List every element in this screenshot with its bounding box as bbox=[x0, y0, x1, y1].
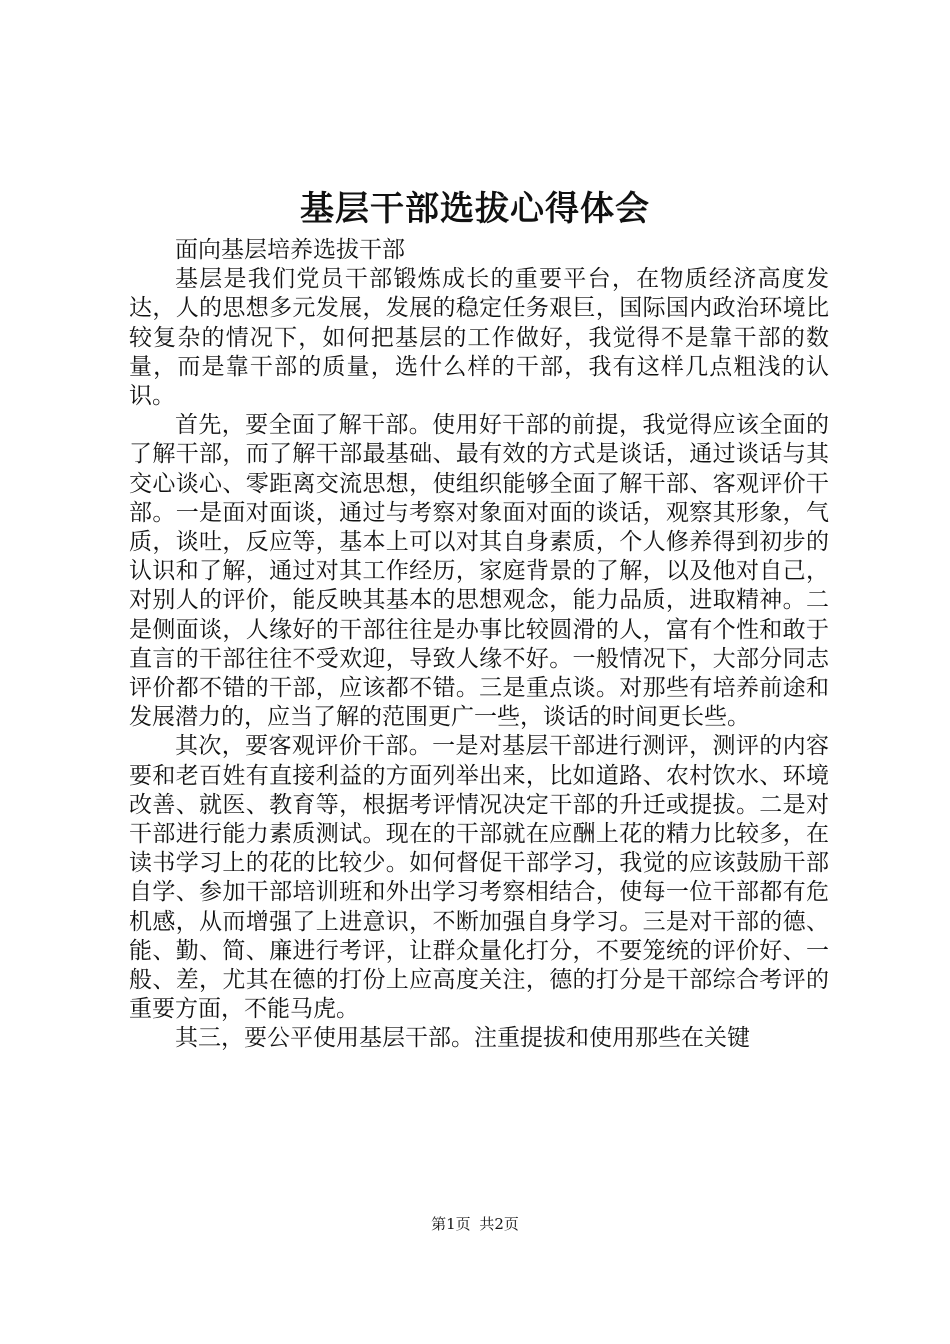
document-title: 基层干部选拔心得体会 bbox=[300, 189, 650, 229]
paragraph-intro: 基层是我们党员干部锻炼成长的重要平台，在物质经济高度发达，人的思想多元发展，发展的稳定任务艰巨，国际国内政治环境比较复杂的情况下，如何把基层的工作做好，我觉得不是靠干部的数量，而是靠干部的质量，选什么样的干部，我有这样几点粗浅的认识。 bbox=[129, 266, 829, 410]
page-footer bbox=[0, 1214, 950, 1234]
paragraph-subtitle: 面向基层培养选拔干部 bbox=[175, 237, 405, 263]
paragraph-first: 首先，要全面了解干部。使用好干部的前提，我觉得应该全面的了解干部，而了解干部最基础、最有效的方式是谈话，通过谈话与其交心谈心、零距离交流思想，使组织能够全面了解干部、客观评价干部。一是面对面谈，通过与考察对象面对面的谈话，观察其形象，气质，谈吐，反应等，基本上可以对其自身素质，个人修养得到初步的认识和了解，通过对其工作经历，家庭背景的了解，以及他对自己，对别人的评价，能反映其基本的思想观念，能力品质，进取精神。二是侧面谈，人缘好的干部往往是办事比较圆滑的人，富有个性和敢于直言的干部往往不受欢迎，导致人缘不好。一般情况下，大部分同志评价都不错的干部，应该都不错。三是重点谈。对那些有培养前途和发展潜力的，应当了解的范围更广一些，谈话的时间更长些。 bbox=[129, 412, 829, 731]
paragraph-second: 其次，要客观评价干部。一是对基层干部进行测评，测评的内容要和老百姓有直接利益的方面列举出来，比如道路、农村饮水、环境改善、就医、教育等，根据考评情况决定干部的升迁或提拔。二是对干部进行能力素质测试。现在的干部就在应酬上花的精力比较多，在读书学习上的花的比较少。如何督促干部学习，我觉的应该鼓励干部自学、参加干部培训班和外出学习考察相结合，使每一位干部都有危机感，从而增强了上进意识，不断加强自身学习。三是对干部的德、能、勤、简、廉进行考评，让群众量化打分，不要笼统的评价好、一般、差，尤其在德的打份上应高度关注，德的打分是干部综合考评的重要方面，不能马虎。 bbox=[129, 733, 829, 1023]
page-number-current: 第1页 bbox=[431, 1215, 471, 1233]
document-body bbox=[129, 236, 829, 1054]
paragraph-third: 其三，要公平使用基层干部。注重提拔和使用那些在关键 bbox=[175, 1025, 750, 1052]
page-number-total: 共2页 bbox=[479, 1215, 519, 1233]
